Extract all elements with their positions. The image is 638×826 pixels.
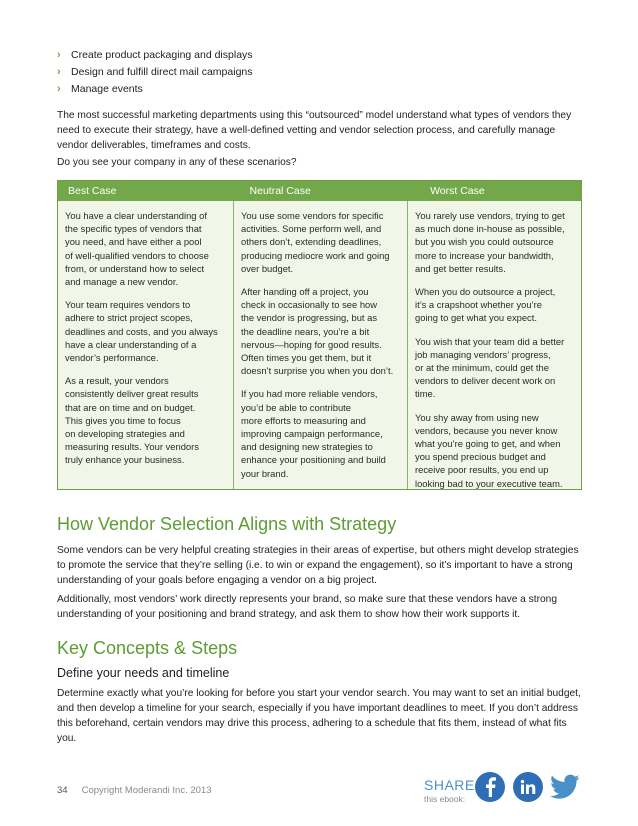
- neutral-case-column: [233, 201, 407, 489]
- bullet-text: Design and fulfill direct mail campaigns: [71, 66, 253, 78]
- cell-paragraph: You shy away from using new vendors, because you never know what you’re going to get, and when you spend precious budget and receive poor results, you end up looking bad to your executive team.: [415, 411, 563, 489]
- header-neutral-case: Neutral Case: [249, 185, 311, 197]
- cell-paragraph: After handing off a project, you check in occasionally to see how the vendor is progressing, but as the deadline nears, you’re a bit nervous—hoping for good results. Often times you get them, but it doesn’t surprise you when you don’t.: [241, 286, 394, 377]
- table-header: [58, 181, 581, 201]
- table-body: [58, 201, 581, 489]
- share-label: [424, 777, 475, 804]
- page-footer: [57, 785, 212, 796]
- chevron-right-icon: ›: [57, 66, 61, 78]
- header-best-case: Best Case: [68, 185, 117, 197]
- list-item: [57, 81, 253, 98]
- section-heading-vendor-selection: How Vendor Selection Aligns with Strategy: [57, 514, 397, 534]
- facebook-icon[interactable]: [475, 772, 505, 802]
- share-title: SHARE: [424, 777, 475, 793]
- section1-paragraph-1: Some vendors can be very helpful creating strategies in their areas of expertise, but others might develop strategies to promote the service that they’re selling (i.e. to win or expand the engagement), so it’s important to have a strong understanding of your goals before engaging a vendor on a big project.: [57, 545, 579, 586]
- share-subtitle: this ebook:: [424, 794, 466, 804]
- twitter-icon[interactable]: [550, 772, 580, 802]
- linkedin-icon[interactable]: [513, 772, 543, 802]
- copyright: Copyright Moderandi Inc. 2013: [81, 785, 212, 796]
- section1-paragraph-2: Additionally, most vendors’ work directly represents your brand, so make sure that these vendors have a strong understanding of your positioning and brand strategy, and ask them to show how their work supports it.: [57, 594, 557, 620]
- list-item: [57, 64, 253, 81]
- bullet-text: Create product packaging and displays: [71, 49, 253, 61]
- cell-paragraph: As a result, your vendors consistently deliver great results that are on time and on budget. This gives you time to focus on developing strategies and measuring results. Your vendors truly enhance your business.: [65, 375, 199, 466]
- cell-paragraph: You have a clear understanding of the specific types of vendors that you need, and have either a pool of well-qualified vendors to choose from, or understand how to select and manage a new vendor.: [65, 210, 209, 288]
- cell-paragraph: You wish that your team did a better job managing vendors’ progress, or at the minimum, could get the vendors to deliver decent work on time.: [415, 335, 565, 400]
- cell-paragraph: You use some vendors for specific activities. Some perform well, and others don’t, extending deadlines, producing mediocre work and going over budget.: [241, 210, 390, 274]
- page-number: 34: [57, 785, 68, 796]
- list-item: [57, 47, 253, 64]
- cell-paragraph: When you do outsource a project, it’s a crapshoot whether you’re going to get what you expect.: [415, 286, 556, 324]
- bullet-list: [57, 47, 253, 98]
- scenario-question: Do you see your company in any of these scenarios?: [57, 157, 297, 168]
- best-case-column: [58, 201, 233, 489]
- intro-paragraph: The most successful marketing departments using this “outsourced” model understand what types of vendors they need to execute their strategy, have a well-defined vetting and vendor selection process, and carefully manage vendor deliverables, timeframes and costs.: [57, 110, 572, 151]
- scenario-table: [57, 180, 582, 490]
- worst-case-column: [407, 201, 581, 489]
- bullet-text: Manage events: [71, 83, 143, 95]
- cell-paragraph: You rarely use vendors, trying to get as much done in-house as possible, but you wish you could outsource more to increase your bandwidth, and get better results.: [415, 210, 565, 274]
- section2-paragraph: Determine exactly what you’re looking for before you start your vendor search. You may want to set an initial budget, and then develop a timeline for your search, especially if you have important deadlines to meet. If you don’t address this beforehand, certain vendors may drive this process, adhering to a schedule that fits them, instead of what fits you.: [57, 688, 581, 744]
- header-worst-case: Worst Case: [430, 185, 485, 197]
- cell-paragraph: Your team requires vendors to adhere to strict project scopes, deadlines and costs, and you always have a clear understanding of a vendor’s performance.: [65, 299, 218, 364]
- chevron-right-icon: ›: [57, 49, 61, 61]
- cell-paragraph: If you had more reliable vendors, you’d be able to contribute more efforts to measuring and improving campaign performance, and designing new strategies to enhance your positioning and build your brand.: [241, 388, 386, 479]
- chevron-right-icon: ›: [57, 83, 61, 95]
- section-heading-key-concepts: Key Concepts & Steps: [57, 638, 238, 658]
- subheading-define-needs: Define your needs and timeline: [57, 666, 230, 680]
